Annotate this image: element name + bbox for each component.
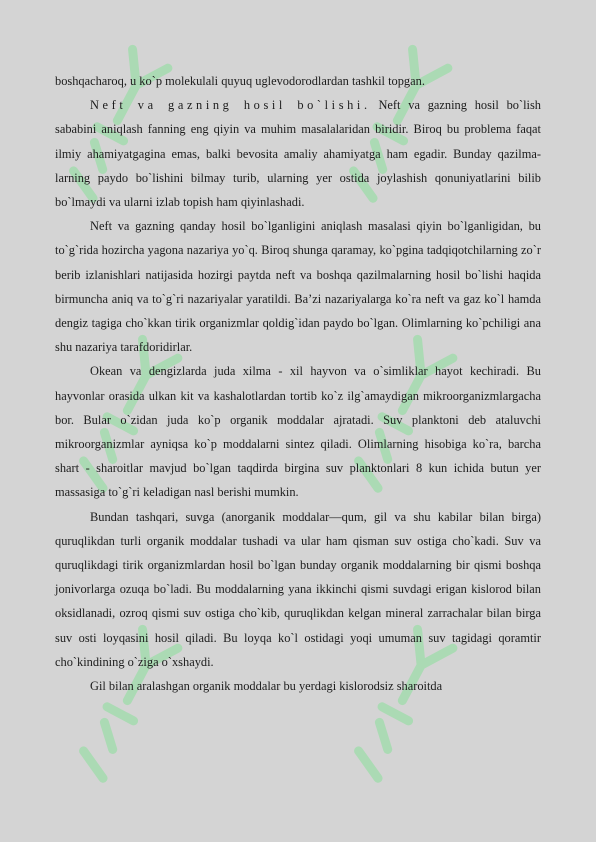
section-heading: Neft va gazning hosil bo`lishi. [90,98,371,113]
paragraph [55,214,541,359]
body-text [55,69,541,698]
paragraph-text: Neft va gazning qanday hosil bo`lganligini aniqlash masalasi qiyin bo`lganligidan, bu to`g`rida hozircha yagona nazariya yo`q. Biroq shunga qaramay, ko`pgina tadqiqotchilarning zo`r berib izlanishlari natijasida hozirgi paytda neft va boshqa qazilmalarning hosil bo`lishi haqida birmuncha aniq va to`g`ri nazariyalar yaratildi. Ba’zi nazariyalarga ko`ra neft va gaz ko`l hamda dengiz tagiga cho`kkan tirik organizmlar qoldig`idan paydo bo`lgan. Olimlarning ko`pchiligi ana shu nazariya tarafdoridirlar. [55,219,541,355]
paragraph [55,69,541,93]
paragraph-text: Neft va gazning hosil bo`lish sababini aniqlash fanning eng qiyin va muhim masalalaridan biridir. Biroq bu problema faqat ilmiy ahamiyatgagina emas, balki bevosita amaliy ahamiyatga ham egadir. Bunday qazilma- larning paydo bo`lishini bilmay turib, ularning yer ostida joylashish qonuniyatlarini bilib bo`lmaydi va ularni izlab topish ham qiyinlashadi. [55,98,541,210]
paragraph [55,359,541,504]
paragraph-text: Gil bilan aralashgan organik moddalar bu yerdagi kislorodsiz sharoitda [90,679,443,694]
paragraph-text: Okean va dengizlarda juda xilma - xil hayvon va o`simliklar hayot kechiradi. Bu hayvonlar orasida ulkan kit va kashalotlardan tortib ko`z ilg`amaydigan mikroorganizmlargacha bor. Bular o`zidan juda ko`p organik moddalar ajratadi. Suv planktoni deb ataluvchi mikroorganizmlar ayniqsa ko`p moddalarni sintez qiladi. Olimlarning hisobiga ko`ra, barcha shart - sharoitlar mavjud bo`lgan taqdirda birgina suv planktonlari 8 kun ichida butun yer massasiga to`g`ri keladigan nasl berishi mumkin. [55,364,541,500]
paragraph-text: Bundan tashqari, suvga (anorganik moddalar—qum, gil va shu kabilar bilan birga) quruqlikdan turli organik moddalar tushadi va ular ham qisman suv ostiga cho`kadi. Suv va quruqlikdagi tirik organizmlardan hosil bo`lgan bunday organik moddalarning bir qismi boshqa jonivorlarga ozuqa bo`ladi. Bu moddalarning yana ikkinchi qismi suvdagi erigan kislorod bilan oksidlanadi, ozroq qismi suv ostiga cho`kib, quruqlikdan kelgan mineral zarrachalar bilan birga suv osti loyqasini hosil qiladi. Bu loyqa ko`l ostidagi yoqi umuman suv tagidagi qoramtir cho`kindining o`ziga o`xshaydi. [55,509,541,669]
paragraph-text: boshqacharoq, u ko`p molekulali quyuq uglevodorodlardan tashkil topgan. [55,74,425,88]
paragraph [55,674,541,698]
paragraph [55,505,541,674]
paragraph [55,93,541,214]
